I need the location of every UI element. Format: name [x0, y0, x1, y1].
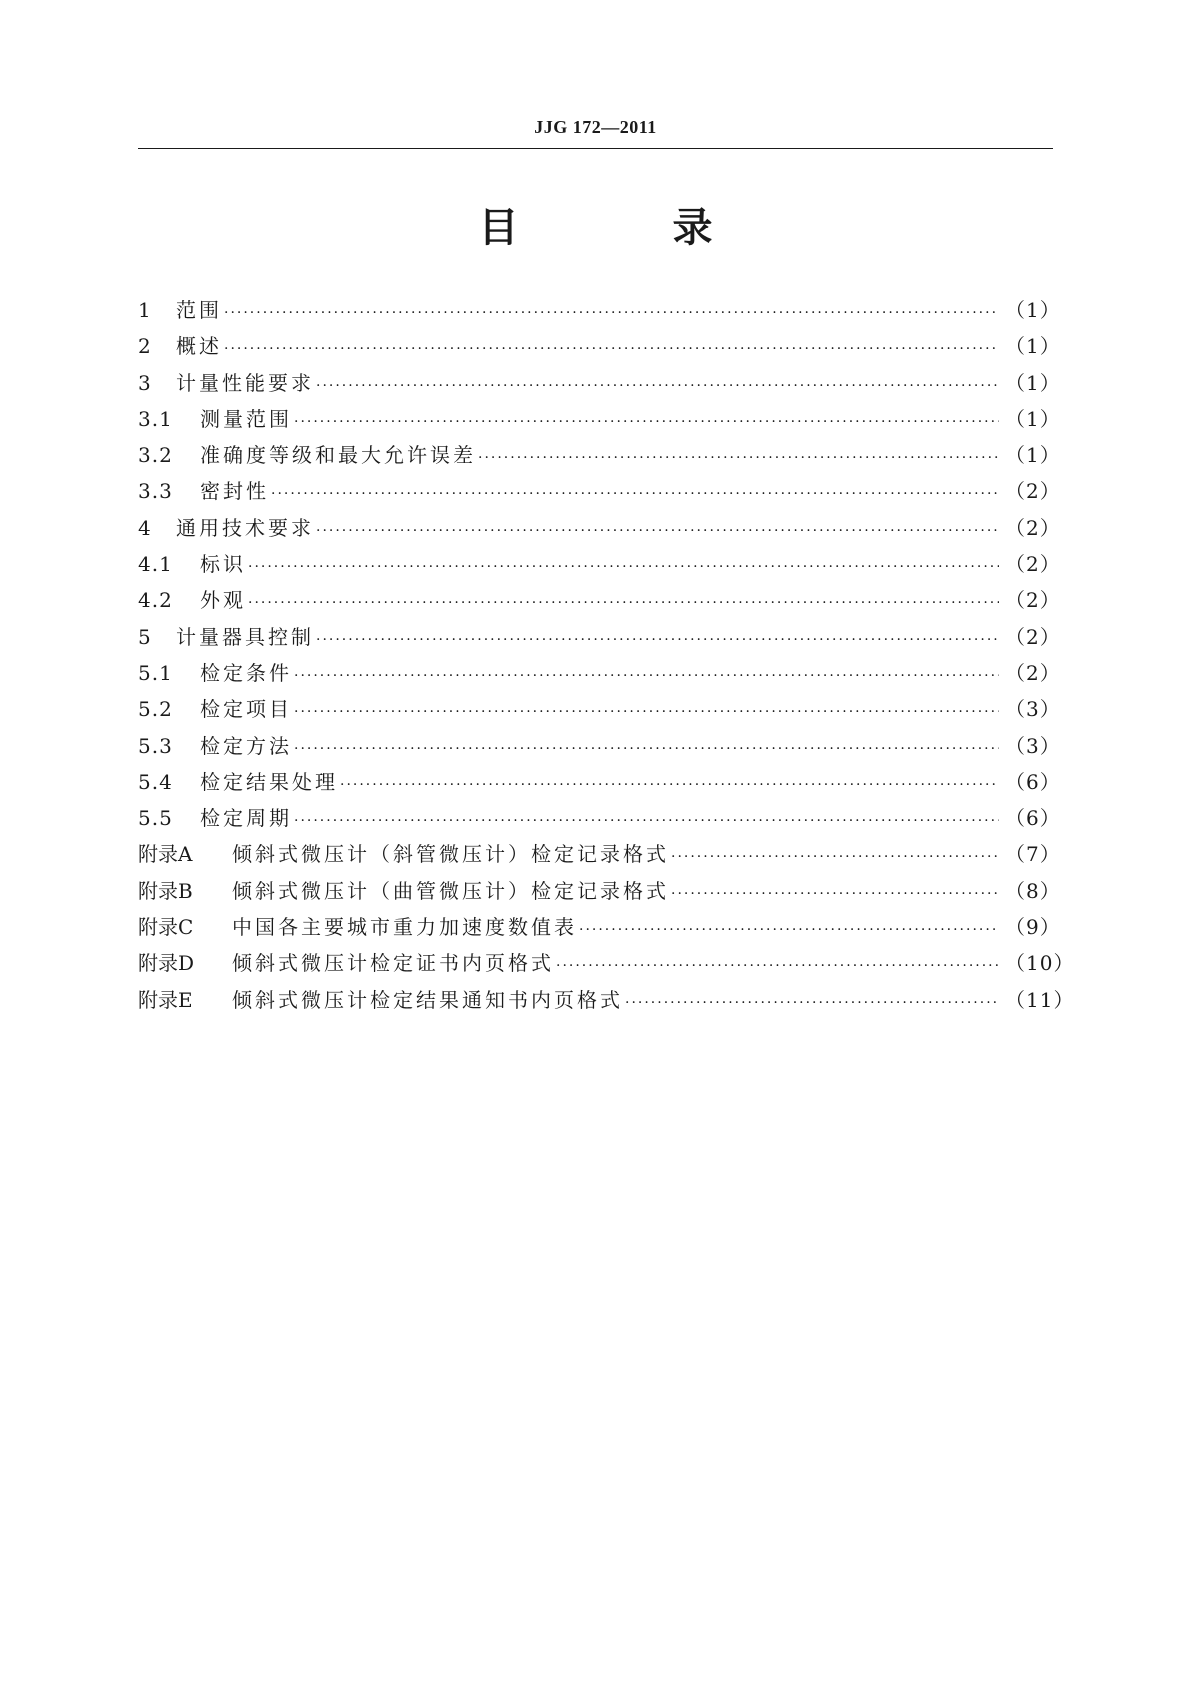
document-code: JJG 172—2011	[534, 117, 657, 137]
toc-entry[interactable]	[138, 764, 1061, 800]
toc-entry-page: （1）	[1005, 334, 1061, 359]
dot-leader	[478, 440, 999, 476]
toc-entry-page: （6）	[1005, 806, 1061, 831]
dot-leader	[340, 767, 999, 803]
dot-leader	[579, 912, 999, 948]
toc-entry-title: 检定项目	[200, 697, 292, 722]
table-of-contents	[138, 292, 1075, 1018]
toc-entry[interactable]	[138, 582, 1061, 618]
toc-entry-number: 4.2	[138, 588, 173, 613]
toc-entry-page: （1）	[1005, 298, 1061, 322]
toc-entry[interactable]	[138, 546, 1061, 582]
toc-entry-number: 4.1	[138, 552, 173, 577]
dot-leader	[316, 622, 999, 658]
toc-entry[interactable]	[138, 945, 1075, 981]
toc-entry-number: 2	[138, 334, 152, 359]
toc-entry-page: （9）	[1005, 915, 1061, 940]
toc-entry[interactable]	[138, 473, 1061, 509]
toc-entry-number: 1	[138, 298, 152, 322]
toc-entry-number: 5.4	[138, 769, 173, 794]
toc-entry-title: 倾斜式微压计（斜管微压计）检定记录格式	[232, 842, 669, 867]
toc-entry[interactable]	[138, 292, 1061, 328]
toc-entry-title: 标识	[200, 552, 246, 577]
dot-leader	[294, 731, 999, 767]
toc-entry[interactable]	[138, 510, 1061, 546]
toc-entry-title: 计量器具控制	[176, 624, 314, 649]
toc-entry-page: （1）	[1005, 370, 1061, 395]
dot-leader	[316, 368, 999, 404]
dot-leader	[294, 404, 999, 440]
toc-entry-title: 倾斜式微压计检定结果通知书内页格式	[232, 987, 623, 1012]
toc-entry-number: 3.1	[138, 406, 173, 431]
dot-leader	[248, 549, 999, 585]
toc-entry-title: 计量性能要求	[176, 370, 314, 395]
toc-entry-number: 4	[138, 515, 152, 540]
toc-entry-title: 倾斜式微压计（曲管微压计）检定记录格式	[232, 878, 669, 903]
toc-entry-title: 外观	[200, 588, 246, 613]
toc-entry-number: 附录E	[138, 987, 193, 1012]
toc-entry-page: （11）	[1005, 987, 1075, 1012]
toc-entry-number: 3.3	[138, 479, 173, 504]
toc-entry-title: 范围	[176, 298, 222, 322]
toc-entry-page: （3）	[1005, 733, 1061, 758]
dot-leader	[671, 839, 999, 875]
dot-leader	[316, 513, 999, 549]
header-divider	[138, 148, 1053, 149]
toc-entry-number: 附录B	[138, 878, 193, 903]
toc-entry[interactable]	[138, 982, 1075, 1018]
toc-entry-page: （2）	[1005, 624, 1061, 649]
toc-entry[interactable]	[138, 873, 1061, 909]
dot-leader	[671, 876, 999, 912]
dot-leader	[294, 803, 999, 839]
toc-entry-title: 检定方法	[200, 733, 292, 758]
toc-entry[interactable]	[138, 365, 1061, 401]
toc-entry-page: （7）	[1005, 842, 1061, 867]
toc-entry-title: 概述	[176, 334, 222, 359]
toc-entry[interactable]	[138, 437, 1061, 473]
toc-entry-title: 中国各主要城市重力加速度数值表	[232, 915, 577, 940]
dot-leader	[224, 331, 999, 367]
toc-entry-title: 检定结果处理	[200, 769, 338, 794]
dot-leader	[625, 985, 999, 1021]
dot-leader	[294, 658, 999, 694]
toc-entry-page: （2）	[1005, 515, 1061, 540]
toc-entry[interactable]	[138, 401, 1061, 437]
toc-entry-title: 测量范围	[200, 406, 292, 431]
toc-entry-number: 3.2	[138, 443, 173, 468]
toc-entry-title: 检定周期	[200, 806, 292, 831]
toc-entry-number: 5.5	[138, 806, 173, 831]
toc-entry-number: 附录D	[138, 951, 195, 976]
toc-entry[interactable]	[138, 619, 1061, 655]
toc-entry-number: 3	[138, 370, 152, 395]
toc-entry-number: 5.3	[138, 733, 173, 758]
toc-entry[interactable]	[138, 691, 1061, 727]
toc-entry-number: 5	[138, 624, 152, 649]
dot-leader	[248, 585, 999, 621]
toc-entry[interactable]	[138, 328, 1061, 364]
toc-entry[interactable]	[138, 655, 1061, 691]
toc-entry-title: 密封性	[200, 479, 269, 504]
toc-entry[interactable]	[138, 836, 1061, 872]
toc-entry-page: （6）	[1005, 769, 1061, 794]
toc-entry-page: （2）	[1005, 552, 1061, 577]
toc-entry-title: 检定条件	[200, 660, 292, 685]
toc-entry-page: （2）	[1005, 660, 1061, 685]
toc-entry-number: 5.1	[138, 660, 173, 685]
toc-entry-page: （2）	[1005, 479, 1061, 504]
toc-entry-title: 通用技术要求	[176, 515, 314, 540]
toc-entry-title: 倾斜式微压计检定证书内页格式	[232, 951, 554, 976]
dot-leader	[271, 476, 999, 512]
dot-leader	[294, 694, 999, 730]
toc-entry-page: （8）	[1005, 878, 1061, 903]
dot-leader	[224, 295, 999, 331]
toc-entry[interactable]	[138, 800, 1061, 836]
toc-entry[interactable]	[138, 909, 1061, 945]
toc-entry-page: （1）	[1005, 443, 1061, 468]
toc-entry-number: 5.2	[138, 697, 173, 722]
toc-entry-number: 附录A	[138, 842, 193, 867]
toc-entry-page: （10）	[1005, 951, 1075, 976]
dot-leader	[556, 948, 999, 984]
toc-entry-number: 附录C	[138, 915, 194, 940]
toc-entry-title: 准确度等级和最大允许误差	[200, 443, 476, 468]
toc-entry-page: （3）	[1005, 697, 1061, 722]
page-title: 目 录	[478, 205, 783, 251]
toc-entry-page: （1）	[1005, 406, 1061, 431]
toc-entry[interactable]	[138, 728, 1061, 764]
toc-entry-page: （2）	[1005, 588, 1061, 613]
